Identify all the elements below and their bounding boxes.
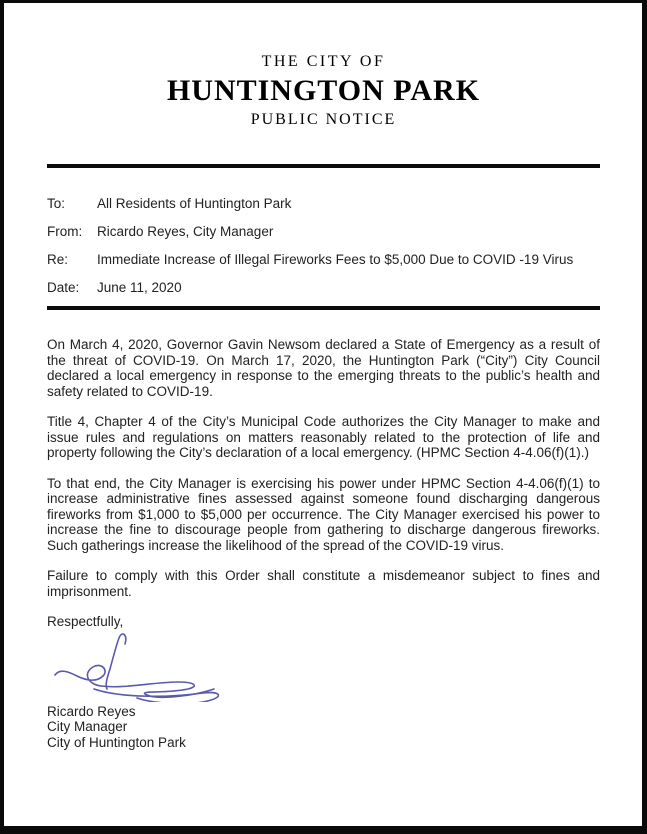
- memo-field-from: [47, 224, 600, 239]
- memo-header: [47, 196, 600, 295]
- body-paragraph: On March 4, 2020, Governor Gavin Newsom declared a State of Emergency as a result of the threat of COVID-19. On March 17, 2020, the Huntington Park (“City”) City Council declared a local emergency in response to the emerging threats to the public’s health and safety related to COVID-19.: [47, 337, 600, 399]
- memo-divider: [47, 306, 600, 310]
- signature-stroke: [94, 689, 218, 702]
- body-paragraph: Failure to comply with this Order shall constitute a misdemeanor subject to fines and imprisonment.: [47, 568, 600, 599]
- memo-label: From:: [47, 224, 83, 240]
- body-paragraph: Title 4, Chapter 4 of the City’s Municipal Code authorizes the City Manager to make and issue rules and regulations on matters reasonably related to the protection of life and property following the City’s declaration of a local emergency. (HPMC Section 4-4.06(f)(1).): [47, 414, 600, 461]
- notice-subtitle: PUBLIC NOTICE: [250, 111, 397, 129]
- body-paragraph: To that end, the City Manager is exercising his power under HPMC Section 4-4.06(f)(1) to increase administrative fines assessed against someone found discharging dangerous fireworks from $1,000 to $5,000 per occurrence. The City Manager exercised his power to increase the fine to discourage people from gathering to discharge dangerous fireworks. Such gatherings increase the likelihood of the spread of the COVID-19 virus.: [47, 475, 600, 553]
- city-super-title: THE CITY OF: [261, 53, 386, 70]
- signer-title: City Manager: [47, 719, 128, 735]
- memo-value: Immediate Increase of Illegal Fireworks Fees to $5,000 Due to COVID -19 Virus: [97, 252, 574, 268]
- header-divider: [47, 164, 600, 168]
- handwritten-signature-icon: [52, 632, 227, 702]
- notice-body: [47, 337, 600, 599]
- memo-value: June 11, 2020: [97, 280, 182, 296]
- page-title: HUNTINGTON PARK: [166, 74, 481, 108]
- signature-stroke: [55, 665, 214, 697]
- memo-field-to: [47, 196, 600, 211]
- memo-field-re: [47, 252, 600, 267]
- valediction: Respectfully,: [47, 614, 124, 630]
- signer-name: Ricardo Reyes: [47, 703, 136, 719]
- letterhead: [47, 52, 600, 129]
- signature-block: [47, 704, 600, 751]
- memo-label: Date:: [47, 280, 80, 296]
- memo-label: Re:: [47, 252, 69, 268]
- memo-label: To:: [47, 196, 66, 212]
- memo-value: All Residents of Huntington Park: [97, 196, 292, 212]
- memo-field-date: [47, 280, 600, 295]
- signature-stroke: [106, 634, 126, 689]
- signer-org: City of Huntington Park: [47, 734, 186, 750]
- memo-value: Ricardo Reyes, City Manager: [97, 224, 274, 240]
